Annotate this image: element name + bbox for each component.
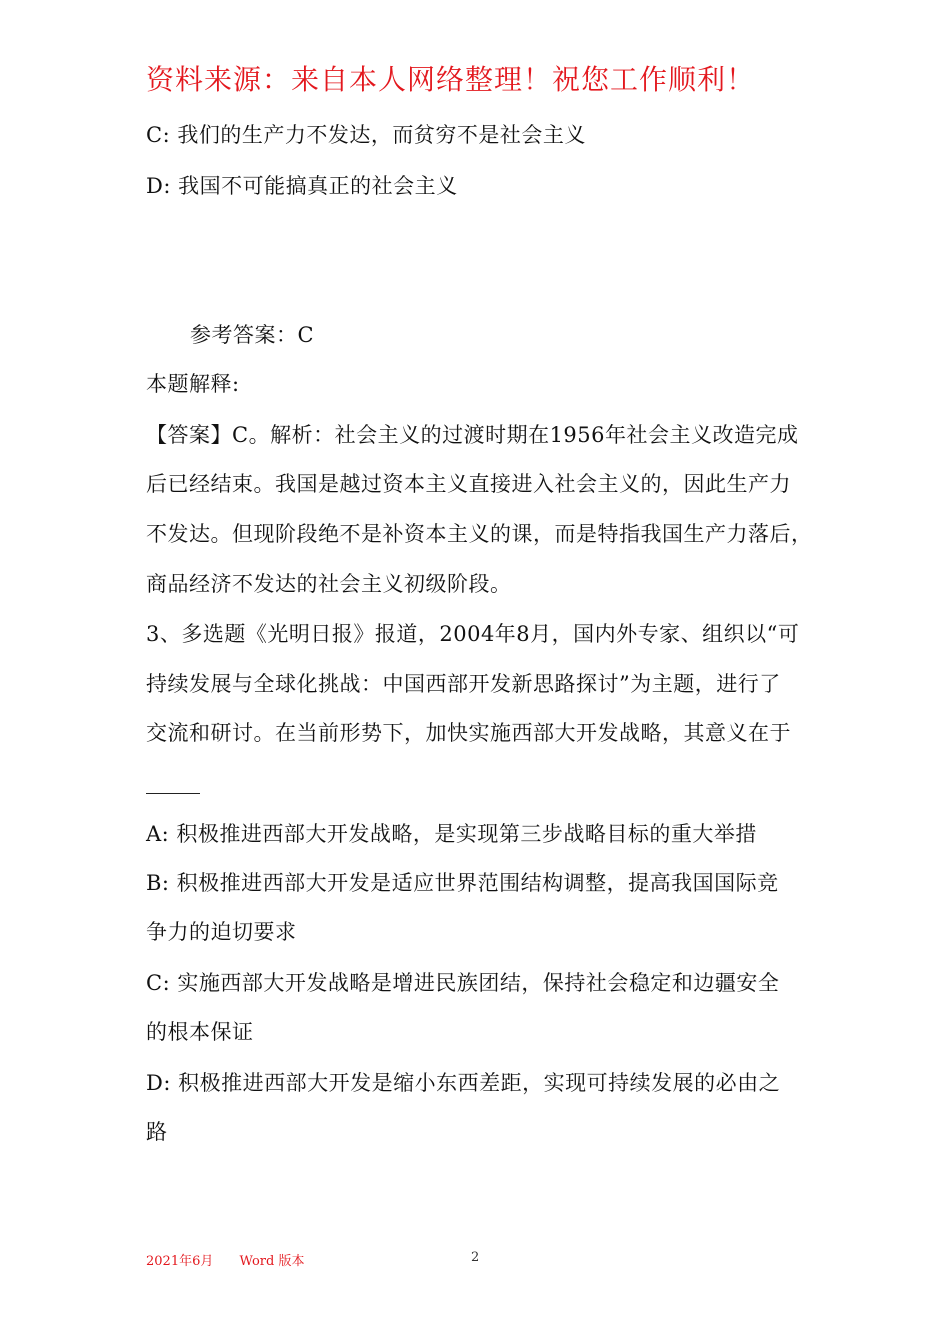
footer-version: Word 版本	[239, 1254, 305, 1269]
reference-answer: 参考答案：C	[190, 323, 315, 347]
option-d-line: D: 积极推进西部大开发是缩小东西差距，实现可持续发展的必由之	[146, 1071, 781, 1095]
explanation-line: 不发达。但现阶段绝不是补资本主义的课，而是特指我国生产力落后，	[146, 522, 813, 546]
option-b-line: B: 积极推进西部大开发是适应世界范围结构调整，提高我国国际竞	[146, 871, 779, 895]
option-b-line: 争力的迫切要求	[146, 920, 297, 944]
option-d-line: 路	[146, 1120, 168, 1144]
prev-option-c: C: 我们的生产力不发达，而贫穷不是社会主义	[146, 123, 586, 147]
explanation-label: 本题解释:	[146, 372, 240, 396]
question-stem-line: 持续发展与全球化挑战：中国西部开发新思路探讨”为主题，进行了	[146, 672, 781, 696]
footer-date: 2021年6月	[146, 1254, 214, 1269]
question-stem-line: 3、多选题《光明日报》报道，2004年8月，国内外专家、组织以“可	[146, 622, 800, 646]
option-c-line: C: 实施西部大开发战略是增进民族团结，保持社会稳定和边疆安全	[146, 971, 780, 995]
option-c-line: 的根本保证	[146, 1020, 254, 1044]
prev-option-d: D: 我国不可能搞真正的社会主义	[146, 174, 458, 198]
footer-info	[146, 1250, 326, 1269]
answer-blank-line	[146, 793, 200, 794]
explanation-line: 后已经结束。我国是越过资本主义直接进入社会主义的，因此生产力	[146, 472, 791, 496]
explanation-line: 商品经济不发达的社会主义初级阶段。	[146, 572, 512, 596]
explanation-line: 【答案】C。解析：社会主义的过渡时期在1956年社会主义改造完成	[146, 423, 799, 447]
option-a: A: 积极推进西部大开发战略，是实现第三步战略目标的重大举措	[146, 822, 757, 846]
page-number: 2	[471, 1250, 480, 1265]
question-stem-line: 交流和研讨。在当前形势下，加快实施西部大开发战略，其意义在于	[146, 721, 791, 745]
source-notice-heading: 资料来源：来自本人网络整理！祝您工作顺利！	[146, 63, 756, 96]
